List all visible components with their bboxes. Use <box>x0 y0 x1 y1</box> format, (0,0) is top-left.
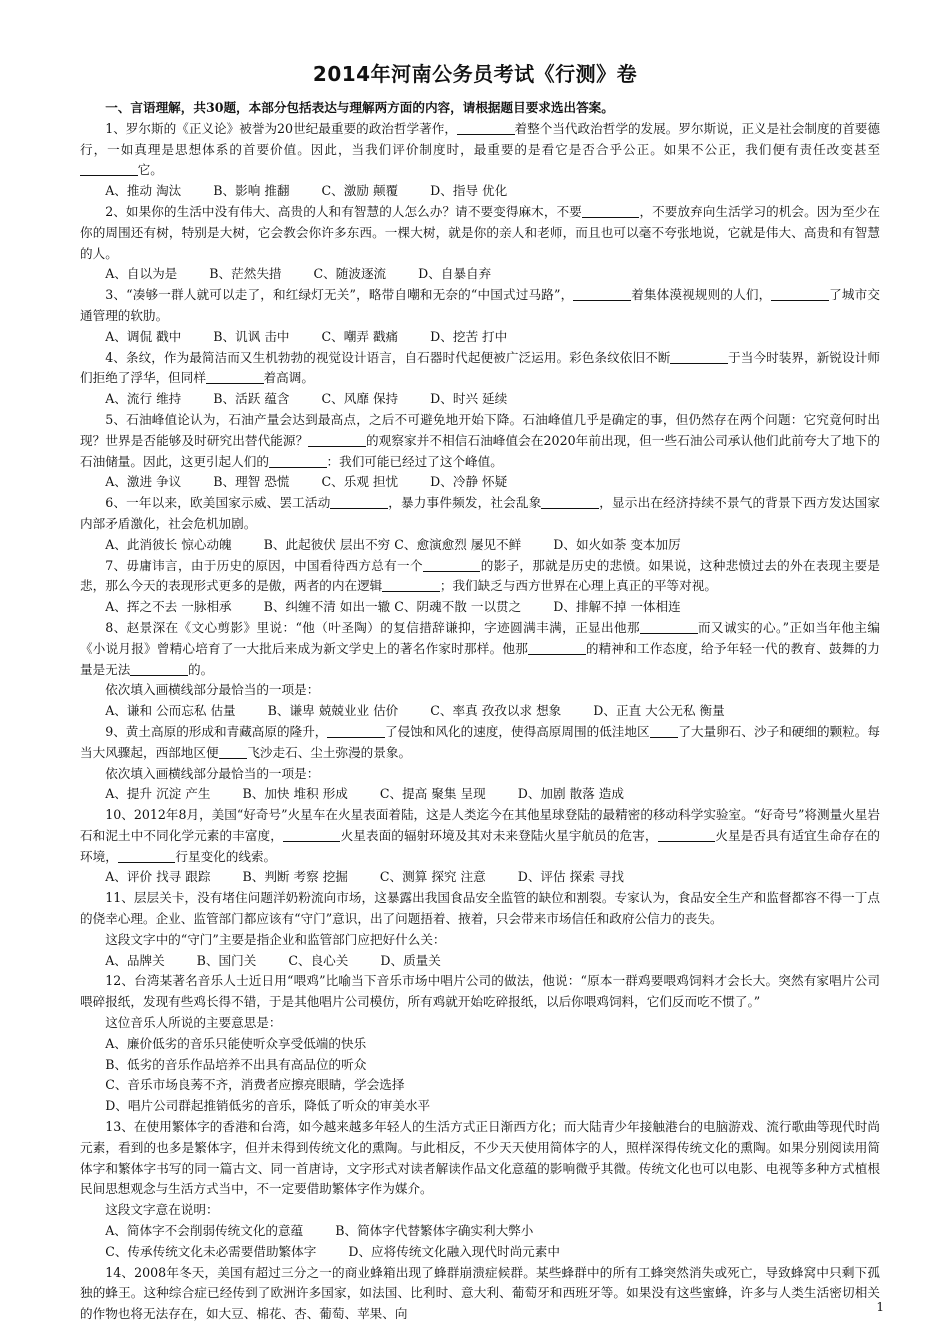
question-text: 14、2008年冬天，美国有超过三分之一的商业蜂箱出现了蜂群崩溃症候群。某些蜂群中的所有工蜂突然消失或死亡，导致蜂窝中只剩下孤独的蜂王。这种综合症已经传到了欧洲许多国家，如法国、比利时、意大利、葡萄牙和西班牙等。如果没有这些蜜蜂，许多与人类生活密切相关的作物也将无法存在，如大豆、棉花、杏、葡萄、苹果、向 <box>80 1264 880 1322</box>
answer-options: A、评价 找寻 跟踪 B、判断 考察 挖掘 C、测算 探究 注意 D、评估 探索 寻找 <box>105 869 624 885</box>
fill-blank <box>80 162 138 176</box>
answer-options: A、廉价低劣的音乐只能使听众享受低端的快乐 <box>105 1035 367 1051</box>
answer-options: C、音乐市场良莠不齐，消费者应擦亮眼睛，学会选择 <box>105 1077 405 1093</box>
fill-blank <box>382 578 440 592</box>
question-text: 9、黄土高原的形成和青藏高原的隆升， 了侵蚀和风化的速度，使得高原周围的低洼地区 了大量卵石、沙子和硬细的颗粒。每当大风骤起，西部地区便 飞沙走石、尘土弥漫的景象。 <box>80 723 881 760</box>
fill-blank <box>582 204 640 218</box>
question-text: 这段文字中的“守门”主要是指企业和监管部门应把好什么关： <box>105 931 446 947</box>
answer-options: C、传承传统文化未必需要借助繁体字 D、应将传统文化融入现代时尚元素中 <box>105 1243 560 1259</box>
fill-blank <box>269 454 327 468</box>
fill-blank <box>670 350 728 364</box>
fill-blank <box>541 495 599 509</box>
fill-blank <box>118 849 176 863</box>
question-text: 这位音乐人所说的主要意思是： <box>105 1015 282 1031</box>
fill-blank <box>457 121 515 135</box>
question-text: 依次填入画横线部分最恰当的一项是： <box>105 765 320 781</box>
fill-blank <box>308 433 366 447</box>
document-body <box>80 98 880 1325</box>
answer-options: A、提升 沉淀 产生 B、加快 堆积 形成 C、提高 聚集 呈现 D、加剧 散落 造成 <box>105 786 624 802</box>
fill-blank <box>573 287 631 301</box>
answer-options: A、品牌关 B、国门关 C、良心关 D、质量关 <box>105 952 441 968</box>
question-text: 2、如果你的生活中没有伟大、高贵的人和有智慧的人怎么办？请不要变得麻木，不要 ，不要放弃向生活学习的机会。因为至少在你的周围还有树，特别是大树，它会教会你许多东西。一棵大树，就是你的亲人和老师，而且也可以毫不夸张地说，它就是伟大、高贵和有智慧的人。 <box>80 203 881 261</box>
question-text: 5、石油峰值论认为，石油产量会达到最高点，之后不可避免地开始下降。石油峰值几乎是确定的事，但仍然存在两个问题：它究竟何时出现？世界是否能够及时研究出替代能源？ 的观察家并不相信石油峰值会在2020年前出现，但一些石油公司承认他们此前夸大了地下的石油储量。因此，这更引起人们的 ：我们可能已经过了这个峰值。 <box>80 411 880 469</box>
section-heading: 一、言语理解，共30题，本部分包括表达与理解两方面的内容，请根据题目要求选出答案。 <box>105 100 614 115</box>
answer-options: A、流行 维持 B、活跃 蕴含 C、风靡 保持 D、时兴 延续 <box>105 391 508 407</box>
fill-blank <box>658 828 716 842</box>
answer-options: A、此消彼长 惊心动魄 B、此起彼伏 层出不穷 C、愈演愈烈 屡见不鲜 D、如火如荼 变本加厉 <box>105 536 681 552</box>
question-text: 11、层层关卡，没有堵住问题洋奶粉流向市场，这暴露出我国食品安全监管的缺位和割裂。专家认为，食品安全生产和监督都容不得一丁点的侥幸心理。企业、监管部门都应该有“守门”意识，出了问题捂着、掖着，只会带来市场信任和政府公信力的丧失。 <box>80 890 880 927</box>
question-text: 3、“凑够一群人就可以走了，和红绿灯无关”，略带自嘲和无奈的“中国式过马路”， 着集体漠视规则的人们， 了城市交通管理的软肋。 <box>80 287 881 323</box>
fill-blank <box>528 641 586 655</box>
fill-blank <box>640 620 698 634</box>
page-number: 1 <box>876 1300 884 1314</box>
question-text: 4、条纹，作为最简洁而又生机勃勃的视觉设计语言，自石器时代起便被广泛运用。彩色条纹依旧不断 于当今时装界，新锐设计师们拒绝了浮华，但同样 着高调。 <box>80 349 881 386</box>
fill-blank <box>283 828 341 842</box>
answer-options: A、自以为是 B、茫然失措 C、随波逐流 D、自暴自弃 <box>105 266 492 282</box>
question-text: 13、在使用繁体字的香港和台湾，如今越来越多年轻人的生活方式正日渐西方化；而大陆青少年接触港台的电脑游戏、流行歌曲等现代时尚元素，看到的也多是繁体字，但并未得到传统文化的熏陶。与此相反，不少天天使用简体字的人，照样深得传统文化的熏陶。如果分别阅读用简体字和繁体字书写的同一篇古文、同一首唐诗，文字形式对读者解读作品文化意蕴的影响微乎其微。传统文化也可以电影、电视等多种方式植根民间思想观念与生活方式当中，不一定要借助繁体字作为媒介。 <box>80 1119 880 1197</box>
answer-options: A、推动 淘汰 B、影响 推翻 C、激励 颠覆 D、指导 优化 <box>105 183 508 199</box>
fill-blank <box>771 287 829 301</box>
question-text: 依次填入画横线部分最恰当的一项是： <box>105 682 320 698</box>
question-text: 6、一年以来，欧美国家示威、罢工活动 ，暴力事件频发，社会乱象 ，显示出在经济持续不景气的背景下西方发达国家内部矛盾激化，社会危机加剧。 <box>80 495 881 531</box>
answer-options: A、激进 争议 B、理智 恐慌 C、乐观 担忧 D、冷静 怀疑 <box>105 474 508 490</box>
fill-blank <box>423 558 481 572</box>
question-text: 8、赵景深在《文心剪影》里说：“他（叶圣陶）的复信措辞谦抑，字迹圆满丰满，正显出他那 而又诚实的心。”正如当年他主编《小说月报》曾精心培育了一大批后来成为新文学史上的著名作家时那样。他那 的精神和工作态度，给予年轻一代的教育、鼓舞的力量是无法 的。 <box>80 619 881 677</box>
fill-blank <box>130 662 188 676</box>
fill-blank <box>330 495 388 509</box>
answer-options: A、挥之不去 一脉相承 B、纠缠不清 如出一辙 C、阴魂不散 一以贯之 D、排解不掉 一体相连 <box>105 599 681 615</box>
page-title: 2014年河南公务员考试《行测》卷 <box>312 62 638 86</box>
question-text: 这段文字意在说明： <box>105 1202 219 1218</box>
answer-options: A、谦和 公而忘私 估量 B、谦卑 兢兢业业 估价 C、率真 孜孜以求 想象 D、正直 大公无私 衡量 <box>105 703 725 719</box>
fill-blank <box>327 724 385 738</box>
question-text: 12、台湾某著名音乐人士近日用“喂鸡”比喻当下音乐市场中唱片公司的做法，他说：“原本一群鸡要喂鸡饲料才会长大。突然有家唱片公司喂碎报纸，发现有些鸡长得不错，于是其他唱片公司模仿，所有鸡就开始吃碎报纸，以后你喂鸡饲料，它们反而吃不惯了。” <box>80 973 880 1010</box>
fill-blank <box>206 370 264 384</box>
question-text: 1、罗尔斯的《正义论》被誉为20世纪最重要的政治哲学著作， 着整个当代政治哲学的发展。罗尔斯说，正义是社会制度的首要德行，一如真理是思想体系的首要价值。因此，当我们评价制度时，最重要的是看它是否合乎公正。如果不公正，我们便有责任改变甚至它。 <box>80 120 880 178</box>
fill-blank <box>219 745 248 759</box>
fill-blank <box>650 724 679 738</box>
question-text: 7、毋庸讳言，由于历史的原因，中国看待西方总有一个 的影子，那就是历史的悲愤。如果说，这种悲愤过去的外在表现主要是悲，那么今天的表现形式更多的是傲，两者的内在逻辑 ；我们缺乏与西方世界在心理上真正的平等对视。 <box>80 557 881 594</box>
answer-options: A、简体字不会削弱传统文化的意蕴 B、简体字代替繁体字确实利大弊小 <box>105 1223 534 1239</box>
answer-options: A、调侃 戳中 B、讥讽 击中 C、嘲弄 戳痛 D、挖苦 打中 <box>105 328 508 344</box>
answer-options: D、唱片公司群起推销低劣的音乐，降低了听众的审美水平 <box>105 1098 431 1114</box>
question-text: 10、2012年8月，美国“好奇号”火星车在火星表面着陆，这是人类迄今在其他星球登陆的最精密的移动科学实验室。“好奇号”将测量火星岩石和泥土中不同化学元素的丰富度， 火星表面的辐射环境及其对未来登陆火星宇航员的危害， 火星是否具有适宜生命存在的环境， 行星变化的线索。 <box>80 807 881 864</box>
answer-options: B、低劣的音乐作品培养不出具有高品位的听众 <box>105 1056 367 1072</box>
